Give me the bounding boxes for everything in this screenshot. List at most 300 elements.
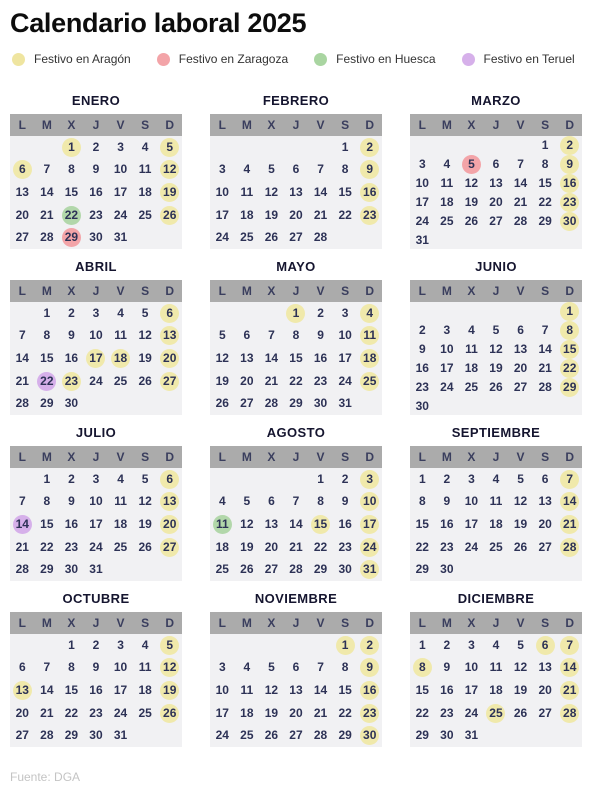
- day-number: 2: [68, 471, 75, 486]
- day-cell: [259, 181, 284, 204]
- day-cell: [35, 724, 60, 747]
- day-cell: [84, 181, 109, 204]
- day-number: 27: [289, 230, 303, 245]
- day-number: 23: [313, 373, 328, 388]
- day-cell: [284, 513, 309, 536]
- day-cell: [308, 702, 333, 725]
- day-cell: [508, 193, 533, 212]
- day-number: 1: [418, 637, 426, 652]
- day-cell: [10, 513, 35, 536]
- day-cell: [284, 679, 309, 702]
- day-cell: [308, 181, 333, 204]
- day-cell: [557, 174, 582, 193]
- day-cell: [435, 634, 460, 657]
- day-number: 23: [89, 705, 103, 720]
- weekday-header: X: [267, 118, 276, 132]
- day-number-holiday-aragon: 13: [160, 326, 179, 345]
- weekday-header: M: [441, 118, 452, 132]
- day-cell: [284, 370, 309, 393]
- day-number: 11: [489, 494, 503, 509]
- day-cell: [333, 468, 358, 491]
- day-cell: [435, 558, 460, 581]
- day-cell: [410, 468, 435, 491]
- day-number: 24: [113, 207, 128, 222]
- day-cell: [235, 370, 260, 393]
- day-number: 15: [289, 350, 303, 365]
- day-number: 25: [138, 705, 152, 720]
- day-cell: [259, 679, 284, 702]
- day-number: 5: [517, 637, 524, 652]
- day-cell: [533, 702, 558, 725]
- day-cell: [357, 370, 382, 393]
- day-cell: [533, 136, 558, 155]
- day-number: 3: [117, 139, 124, 154]
- day-cell: [459, 657, 484, 680]
- day-number-holiday-aragon: 1: [336, 636, 355, 655]
- day-number: 5: [141, 305, 149, 320]
- day-number: 19: [513, 682, 528, 697]
- day-cell: [333, 136, 358, 159]
- weekday-header: D: [165, 284, 175, 298]
- day-cell: [108, 657, 133, 680]
- day-cell: [308, 558, 333, 581]
- day-number-holiday-zaragoza: 5: [462, 155, 481, 174]
- day-cell: [133, 159, 158, 182]
- day-number-holiday-huesca: 22: [62, 206, 81, 225]
- day-number: 4: [492, 637, 500, 652]
- day-cell: [157, 325, 182, 348]
- day-number: 20: [289, 207, 303, 222]
- day-number: 4: [117, 471, 124, 486]
- weekday-header: L: [18, 118, 26, 132]
- day-cell: [84, 159, 109, 182]
- weekday-header: M: [241, 450, 252, 464]
- day-number: 13: [538, 660, 552, 675]
- day-cell: [108, 302, 133, 325]
- day-number: 20: [513, 361, 528, 375]
- day-cell: [533, 634, 558, 657]
- day-number: 29: [40, 396, 54, 411]
- day-cell: [284, 204, 309, 227]
- empty-day-cell: [210, 634, 235, 657]
- day-number-holiday-aragon: 1: [560, 302, 579, 321]
- weekday-header: L: [218, 450, 226, 464]
- day-cell: [259, 370, 284, 393]
- day-number: 18: [489, 516, 503, 531]
- day-number: 7: [517, 157, 524, 171]
- day-cell: [435, 378, 460, 397]
- day-number: 11: [240, 184, 254, 199]
- day-cell: [533, 513, 558, 536]
- day-cell: [235, 491, 260, 514]
- day-cell: [35, 468, 60, 491]
- day-number: 4: [492, 471, 500, 486]
- empty-day-cell: [284, 136, 309, 159]
- weekday-header: V: [316, 118, 325, 132]
- day-cell: [108, 513, 133, 536]
- day-number: 10: [215, 682, 229, 697]
- day-number-holiday-aragon: 21: [560, 515, 579, 534]
- empty-day-cell: [435, 302, 460, 321]
- day-cell: [557, 359, 582, 378]
- day-number: 11: [465, 342, 478, 356]
- day-cell: [133, 634, 158, 657]
- day-cell: [84, 226, 109, 249]
- day-number: 25: [489, 539, 503, 554]
- day-cell: [59, 558, 84, 581]
- day-cell: [10, 558, 35, 581]
- day-number: 28: [264, 396, 279, 411]
- day-cell: [84, 302, 109, 325]
- day-cell: [284, 159, 309, 182]
- month-days: [10, 302, 182, 415]
- day-cell: [35, 392, 60, 415]
- weekday-header: J: [292, 450, 300, 464]
- empty-day-cell: [35, 634, 60, 657]
- day-cell: [284, 702, 309, 725]
- day-cell: [84, 724, 109, 747]
- day-number: 9: [68, 494, 75, 509]
- day-cell: [10, 370, 35, 393]
- day-number: 5: [141, 471, 149, 486]
- day-number: 8: [68, 162, 75, 177]
- day-number: 19: [513, 516, 528, 531]
- day-number: 2: [68, 305, 75, 320]
- empty-day-cell: [508, 558, 533, 581]
- day-cell: [557, 378, 582, 397]
- day-number-holiday-aragon: 30: [560, 212, 579, 231]
- weekday-header: J: [292, 118, 300, 132]
- empty-day-cell: [484, 397, 509, 416]
- day-cell: [235, 558, 260, 581]
- day-cell: [10, 226, 35, 249]
- day-number: 8: [418, 494, 426, 509]
- day-number-holiday-aragon: 19: [160, 183, 179, 202]
- day-cell: [410, 378, 435, 397]
- day-number: 16: [64, 350, 79, 365]
- day-cell: [157, 204, 182, 227]
- day-number: 17: [113, 682, 128, 697]
- legend-label: Festivo en Huesca: [336, 52, 436, 66]
- day-cell: [235, 657, 260, 680]
- empty-day-cell: [484, 558, 509, 581]
- weekday-header: S: [341, 450, 350, 464]
- day-cell: [557, 679, 582, 702]
- day-number: 8: [43, 494, 51, 509]
- day-cell: [10, 491, 35, 514]
- day-number: 14: [40, 682, 54, 697]
- day-number: 28: [538, 380, 552, 394]
- day-cell: [333, 679, 358, 702]
- day-cell: [59, 181, 84, 204]
- month-title: ABRIL: [75, 259, 117, 274]
- day-cell: [508, 679, 533, 702]
- day-number-holiday-aragon: 28: [560, 538, 579, 557]
- empty-day-cell: [533, 302, 558, 321]
- day-number-holiday-aragon: 23: [560, 193, 579, 212]
- day-number: 1: [43, 305, 51, 320]
- day-number: 25: [240, 230, 254, 245]
- day-cell: [59, 347, 84, 370]
- day-cell: [59, 679, 84, 702]
- day-cell: [357, 558, 382, 581]
- day-number-holiday-aragon: 15: [311, 515, 330, 534]
- day-number: 13: [240, 350, 254, 365]
- day-cell: [308, 204, 333, 227]
- empty-day-cell: [435, 231, 460, 250]
- day-cell: [484, 679, 509, 702]
- day-cell: [557, 657, 582, 680]
- day-cell: [308, 325, 333, 348]
- day-number: 16: [440, 516, 454, 531]
- day-number: 14: [538, 342, 552, 356]
- day-cell: [108, 204, 133, 227]
- weekday-header: M: [241, 118, 252, 132]
- day-cell: [84, 347, 109, 370]
- day-number: 29: [64, 728, 79, 743]
- day-cell: [308, 302, 333, 325]
- day-number-holiday-aragon: 8: [413, 658, 432, 677]
- day-number: 7: [541, 323, 549, 337]
- day-cell: [284, 226, 309, 249]
- day-number: 28: [313, 728, 328, 743]
- day-number: 4: [141, 637, 149, 652]
- day-cell: [308, 513, 333, 536]
- day-cell: [333, 536, 358, 559]
- weekday-header: D: [365, 118, 375, 132]
- day-number: 30: [64, 396, 79, 411]
- day-number: 11: [138, 660, 152, 675]
- day-cell: [133, 657, 158, 680]
- day-number: 26: [489, 380, 503, 394]
- day-number: 19: [240, 539, 254, 554]
- day-cell: [435, 321, 460, 340]
- day-number: 22: [313, 539, 328, 554]
- day-number: 21: [15, 539, 29, 554]
- day-number: 26: [240, 562, 254, 577]
- day-cell: [357, 513, 382, 536]
- day-number: 17: [464, 516, 479, 531]
- day-number: 31: [415, 233, 429, 247]
- month-days: [410, 634, 582, 747]
- day-cell: [235, 513, 260, 536]
- day-number: 3: [468, 471, 475, 486]
- month-title: FEBRERO: [262, 93, 330, 108]
- day-cell: [35, 558, 60, 581]
- day-cell: [333, 159, 358, 182]
- day-number: 29: [289, 396, 303, 411]
- day-number: 17: [215, 207, 229, 222]
- day-cell: [210, 392, 235, 415]
- day-cell: [84, 204, 109, 227]
- empty-day-cell: [533, 724, 558, 747]
- empty-day-cell: [557, 397, 582, 416]
- day-cell: [210, 181, 235, 204]
- weekday-header: X: [67, 616, 76, 630]
- day-number: 19: [264, 207, 279, 222]
- day-cell: [333, 634, 358, 657]
- empty-day-cell: [157, 392, 182, 415]
- day-number: 7: [268, 328, 275, 343]
- page-title: Calendario laboral 2025: [10, 8, 307, 38]
- day-number-holiday-aragon: 6: [160, 304, 179, 323]
- day-number: 5: [517, 471, 524, 486]
- day-cell: [410, 174, 435, 193]
- weekday-header: V: [316, 616, 325, 630]
- day-number: 12: [489, 342, 503, 356]
- legend-label: Festivo en Aragón: [34, 52, 131, 66]
- day-number: 18: [464, 361, 479, 375]
- day-number: 19: [464, 195, 479, 209]
- day-number: 24: [338, 373, 352, 388]
- empty-day-cell: [10, 634, 35, 657]
- day-cell: [284, 347, 309, 370]
- day-number-holiday-aragon: 20: [160, 515, 179, 534]
- day-number: 18: [113, 516, 128, 531]
- day-number: 19: [264, 705, 279, 720]
- day-number: 25: [215, 562, 229, 577]
- day-number: 6: [243, 328, 251, 343]
- empty-day-cell: [508, 302, 533, 321]
- day-number: 24: [415, 214, 429, 228]
- day-cell: [435, 340, 460, 359]
- day-cell: [84, 702, 109, 725]
- day-cell: [333, 204, 358, 227]
- month-days: [210, 468, 382, 581]
- day-number: 4: [141, 139, 149, 154]
- weekday-header: L: [418, 616, 426, 630]
- day-cell: [557, 212, 582, 231]
- day-number: 12: [215, 350, 229, 365]
- day-number: 19: [138, 516, 152, 531]
- day-cell: [459, 378, 484, 397]
- month-julio: [10, 425, 182, 581]
- day-number: 29: [40, 562, 54, 577]
- month-title: MAYO: [276, 259, 316, 274]
- weekday-header: V: [116, 284, 125, 298]
- day-number: 27: [240, 396, 254, 411]
- day-cell: [133, 347, 158, 370]
- weekday-header: M: [41, 118, 52, 132]
- day-cell: [484, 340, 509, 359]
- day-cell: [157, 634, 182, 657]
- day-number: 27: [538, 705, 552, 720]
- day-cell: [108, 634, 133, 657]
- day-cell: [435, 468, 460, 491]
- day-number-holiday-aragon: 11: [360, 326, 379, 345]
- day-number: 10: [338, 328, 352, 343]
- day-number: 1: [68, 637, 75, 652]
- month-title: OCTUBRE: [62, 591, 130, 606]
- day-cell: [508, 378, 533, 397]
- day-number-holiday-aragon: 7: [560, 636, 579, 655]
- day-number: 4: [117, 305, 124, 320]
- day-cell: [35, 302, 60, 325]
- empty-day-cell: [508, 136, 533, 155]
- empty-day-cell: [108, 392, 133, 415]
- month-enero: [10, 93, 182, 249]
- day-number: 14: [15, 350, 29, 365]
- weekday-header: M: [241, 284, 252, 298]
- day-cell: [357, 468, 382, 491]
- day-cell: [435, 679, 460, 702]
- weekday-header: L: [18, 450, 26, 464]
- weekday-header: V: [516, 118, 525, 132]
- day-number: 15: [40, 350, 54, 365]
- day-cell: [308, 347, 333, 370]
- day-number: 15: [338, 184, 352, 199]
- day-cell: [410, 702, 435, 725]
- day-number: 28: [15, 396, 29, 411]
- weekday-header-row: [210, 612, 382, 634]
- day-number: 18: [215, 539, 229, 554]
- day-cell: [357, 491, 382, 514]
- weekday-header-row: [10, 612, 182, 634]
- empty-day-cell: [10, 302, 35, 325]
- day-cell: [308, 468, 333, 491]
- day-cell: [533, 321, 558, 340]
- day-cell: [35, 702, 60, 725]
- weekday-header-row: [410, 114, 582, 136]
- day-cell: [235, 702, 260, 725]
- day-cell: [533, 212, 558, 231]
- day-number: 1: [341, 139, 349, 154]
- day-cell: [459, 513, 484, 536]
- day-cell: [59, 325, 84, 348]
- day-cell: [10, 702, 35, 725]
- empty-day-cell: [508, 231, 533, 250]
- day-number: 20: [264, 539, 279, 554]
- day-number: 17: [215, 705, 229, 720]
- month-title: AGOSTO: [266, 425, 326, 440]
- day-cell: [84, 634, 109, 657]
- weekday-header: L: [218, 118, 226, 132]
- day-cell: [459, 724, 484, 747]
- day-cell: [284, 558, 309, 581]
- day-number: 23: [64, 539, 79, 554]
- empty-day-cell: [235, 302, 260, 325]
- weekday-header: J: [492, 284, 500, 298]
- day-cell: [108, 679, 133, 702]
- day-number: 26: [138, 539, 152, 554]
- day-cell: [35, 370, 60, 393]
- day-number: 10: [89, 494, 103, 509]
- day-number-holiday-aragon: 15: [560, 340, 579, 359]
- day-number: 23: [89, 207, 103, 222]
- month-days: [10, 468, 182, 581]
- legend-item-huesca: [314, 52, 435, 66]
- day-number: 29: [415, 728, 429, 743]
- day-number-holiday-aragon: 23: [360, 704, 379, 723]
- day-cell: [284, 181, 309, 204]
- day-cell: [357, 679, 382, 702]
- day-cell: [108, 347, 133, 370]
- day-cell: [157, 302, 182, 325]
- day-cell: [410, 634, 435, 657]
- empty-day-cell: [533, 397, 558, 416]
- weekday-header: S: [541, 616, 550, 630]
- empty-day-cell: [235, 468, 260, 491]
- day-cell: [157, 536, 182, 559]
- day-cell: [357, 204, 382, 227]
- day-number: 21: [40, 207, 54, 222]
- day-number: 7: [43, 162, 51, 177]
- empty-day-cell: [133, 724, 158, 747]
- day-cell: [459, 634, 484, 657]
- day-number: 9: [317, 328, 324, 343]
- month-title: MARZO: [471, 93, 521, 108]
- day-number-holiday-teruel: 14: [13, 515, 32, 534]
